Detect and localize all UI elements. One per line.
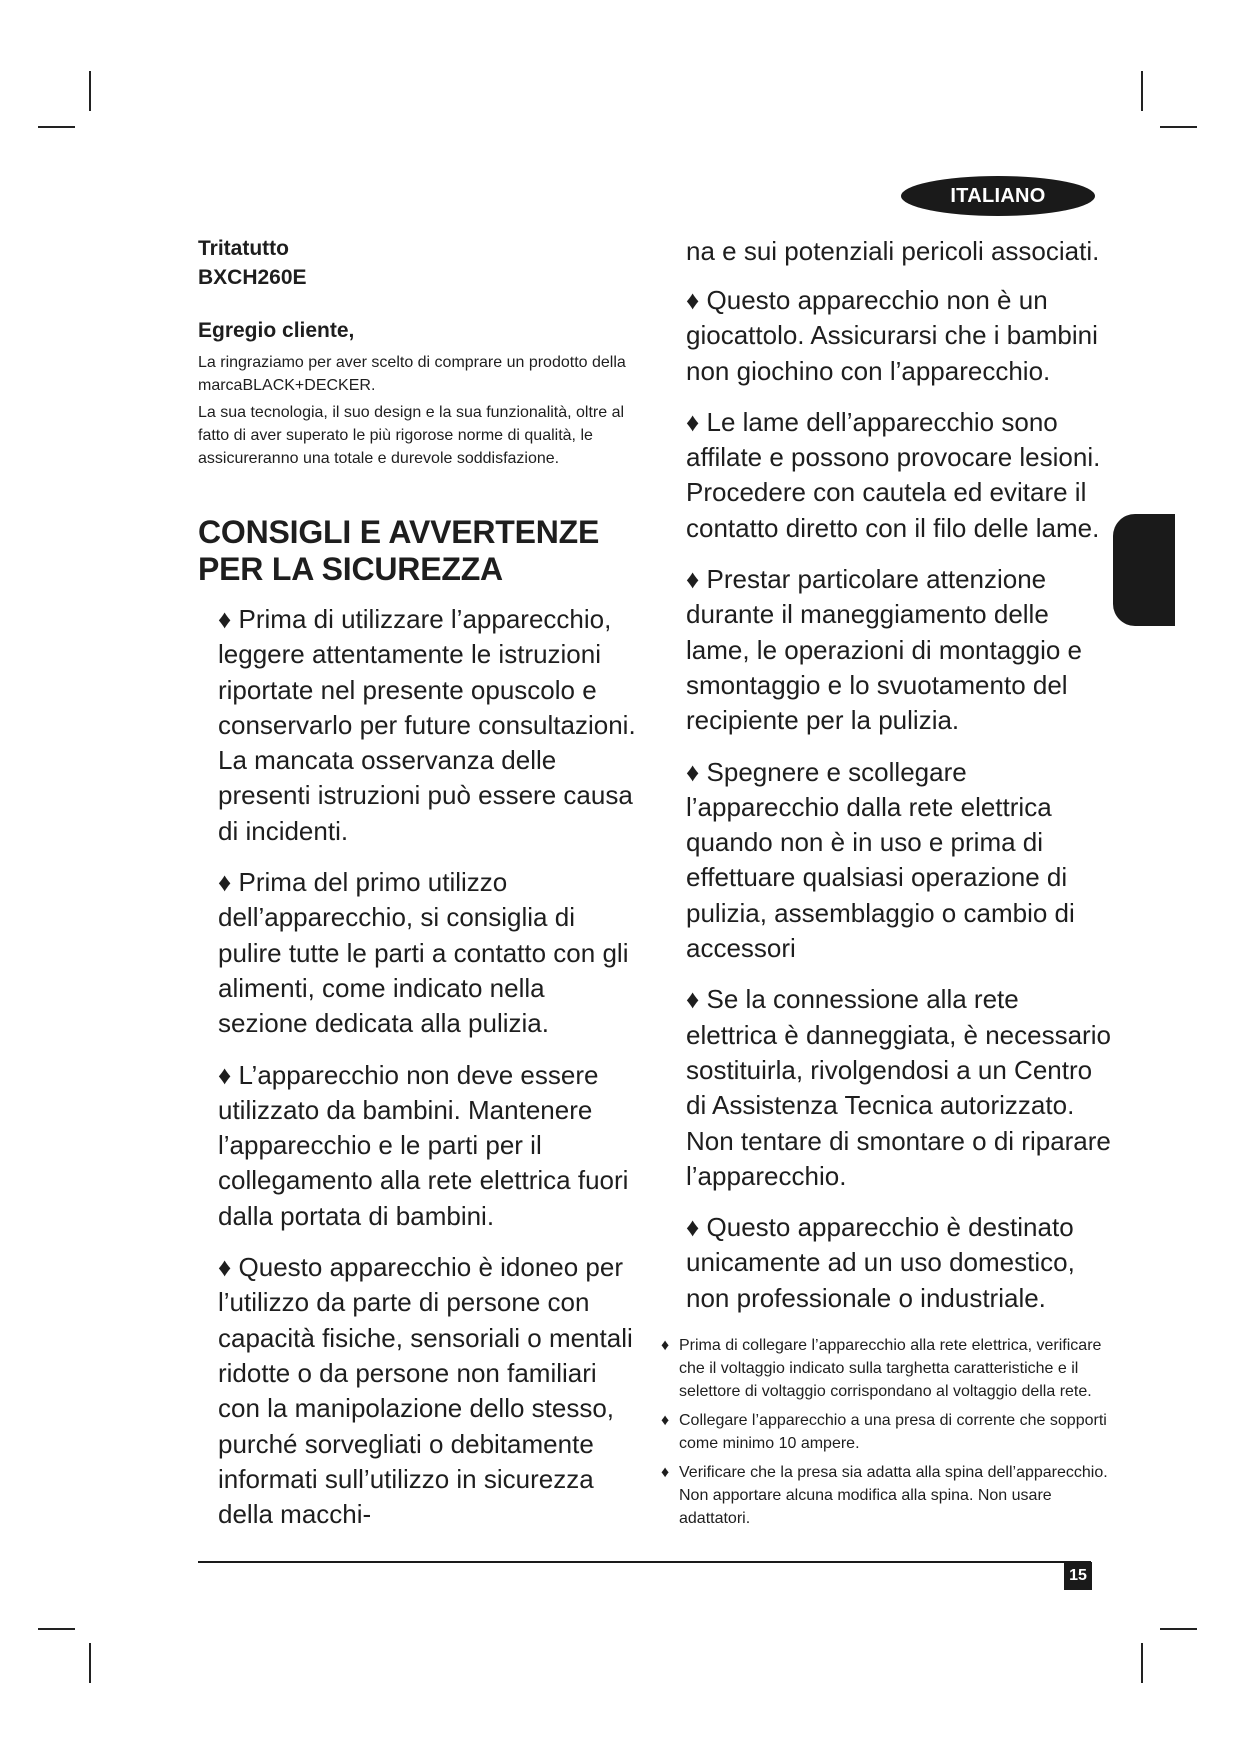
list-item: ♦ Prima del primo utilizzo dell’apparecchio, si consiglia di pulire tutte le parti a contatto con gli alimenti, come indicato nella sezione dedicata alla pulizia. <box>218 867 629 1039</box>
list-item: ♦ Prima di collegare l’apparecchio alla rete elettrica, verificare che il voltaggio indicato sulla targhetta caratteristiche e il selettore di voltaggio corrispondano al voltaggio della rete. <box>661 1334 1116 1403</box>
bullet-icon: ♦ <box>218 1059 232 1090</box>
list-item: ♦ Prestar particolare attenzione durante il maneggiamento delle lame, le operazioni di montaggio e smontaggio e lo svuotamento del recipiente per la pulizia. <box>686 564 1083 736</box>
list-item: ♦ L’apparecchio non deve essere utilizzato da bambini. Mantenere l’apparecchio e le parti per il collegamento alla rete elettrica fuori dalla portata di bambini. <box>218 1059 629 1231</box>
bullet-icon: ♦ <box>686 285 700 315</box>
safety-list-left <box>198 602 638 1532</box>
language-tab: ITALIANO <box>901 176 1095 216</box>
bullet-icon: ♦ <box>686 564 700 595</box>
bullet-icon: ♦ <box>686 406 700 437</box>
intro-paragraph: La sua tecnologia, il suo design e la sua funzionalità, oltre al fatto di aver superato le più rigorose norme di qualità, le assicureranno una totale e durevole soddisfazione. <box>198 404 625 467</box>
crop-mark <box>38 1628 75 1630</box>
bullet-icon: ♦ <box>686 984 700 1015</box>
right-column <box>661 234 1116 1536</box>
crop-mark <box>1141 1643 1143 1683</box>
list-item: ♦ Collegare l’apparecchio a una presa di corrente che sopporti come minimo 10 ampere. <box>661 1409 1116 1455</box>
crop-mark <box>38 126 75 128</box>
greeting: Egregio cliente, <box>198 319 355 342</box>
product-name: Tritatutto <box>198 237 289 260</box>
crop-mark <box>1160 126 1197 128</box>
list-item: ♦ Verificare che la presa sia adatta alla spina dell’apparecchio. Non apportare alcuna modifica alla spina. Non usare adattatori. <box>661 1461 1116 1530</box>
list-item: ♦ Questo apparecchio è idoneo per l’utilizzo da parte di persone con capacità fisiche, sensoriali o mentali ridotte o da persone non familiari con la manipolazione dello stesso, purché sorvegliati o debitamente informati sull’utilizzo in sicurezza della macchi- <box>218 1252 633 1530</box>
list-item: ♦ Questo apparecchio è destinato unicamente ad un uso domestico, non professionale o industriale. <box>686 1212 1075 1313</box>
footer-rule <box>198 1561 1091 1563</box>
safety-heading: CONSIGLI E AVVERTENZE PER LA SICUREZZA <box>198 514 600 587</box>
list-item: ♦ Prima di utilizzare l’apparecchio, leggere attentamente le istruzioni riportate nel presente opuscolo e conservarlo per future consultazioni. La mancata osservanza delle presenti istruzioni può essere causa di incidenti. <box>218 604 636 846</box>
list-item: ♦ Le lame dell’apparecchio sono affilate e possono provocare lesioni. Procedere con cautela ed evitare il contatto diretto con il filo delle lame. <box>686 406 1101 543</box>
bullet-icon: ♦ <box>661 1464 670 1482</box>
list-item: ♦ Spegnere e scollegare l’apparecchio dalla rete elettrica quando non è in uso e prima di effettuare qualsiasi operazione di pulizia, assemblaggio o cambio di accessori <box>686 756 1075 964</box>
bullet-icon: ♦ <box>686 1212 700 1243</box>
list-item: ♦ Questo apparecchio non è un giocattolo. Assicurarsi che i bambini non giochino con l’apparecchio. <box>686 285 1098 386</box>
left-column <box>198 234 638 1548</box>
crop-mark <box>89 1643 91 1683</box>
continued-text: na e sui potenziali pericoli associati. <box>686 236 1100 266</box>
bullet-icon: ♦ <box>661 1412 670 1430</box>
crop-mark <box>89 71 91 111</box>
crop-mark <box>1160 1628 1197 1630</box>
list-item: ♦ Se la connessione alla rete elettrica è danneggiata, è necessario sostituirla, rivolgendosi a un Centro di Assistenza Tecnica autorizzato. Non tentare di smontare o di riparare l’apparecchio. <box>686 984 1111 1191</box>
bullet-icon: ♦ <box>686 756 700 787</box>
safety-list-small <box>661 1334 1116 1530</box>
section-thumb-tab <box>1113 514 1175 626</box>
intro-paragraph: La ringraziamo per aver scelto di comprare un prodotto della marcaBLACK+DECKER. <box>198 354 626 394</box>
crop-mark <box>1141 71 1143 111</box>
bullet-icon: ♦ <box>218 604 232 634</box>
bullet-icon: ♦ <box>218 1252 232 1283</box>
bullet-icon: ♦ <box>218 867 232 898</box>
product-model: BXCH260E <box>198 266 307 289</box>
page-number: 15 <box>1064 1562 1092 1590</box>
safety-list-right <box>686 283 1116 1316</box>
bullet-icon: ♦ <box>661 1337 670 1355</box>
